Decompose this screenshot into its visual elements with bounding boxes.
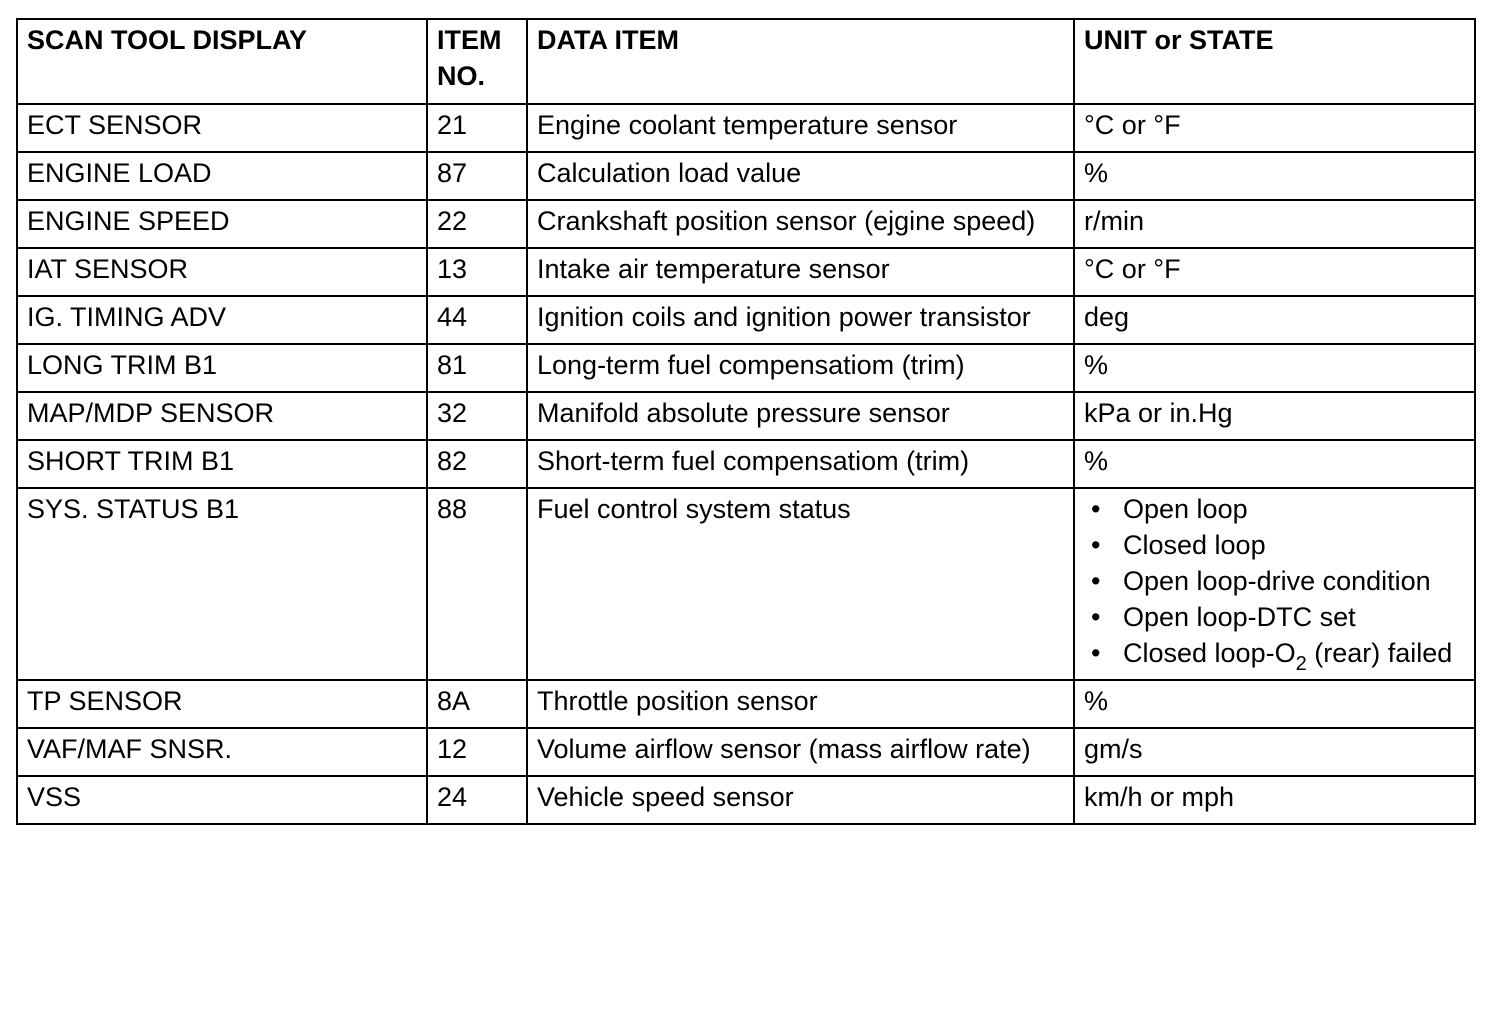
cell-item-no: 22 [427, 200, 527, 248]
cell-display: TP SENSOR [17, 680, 427, 728]
cell-display: VAF/MAF SNSR. [17, 728, 427, 776]
cell-unit: kPa or in.Hg [1074, 392, 1475, 440]
cell-data-item: Volume airflow sensor (mass airflow rate) [527, 728, 1074, 776]
state-suffix: (rear) failed [1306, 638, 1453, 668]
cell-unit: % [1074, 344, 1475, 392]
cell-display: MAP/MDP SENSOR [17, 392, 427, 440]
cell-unit: % [1074, 680, 1475, 728]
state-item: • Open loop [1123, 491, 1466, 527]
table-row [17, 728, 1475, 776]
cell-item-no: 24 [427, 776, 527, 824]
cell-display: ENGINE SPEED [17, 200, 427, 248]
cell-item-no: 12 [427, 728, 527, 776]
cell-display: SYS. STATUS B1 [17, 488, 427, 680]
cell-data-item: Short-term fuel compensatiom (trim) [527, 440, 1074, 488]
cell-display: ECT SENSOR [17, 104, 427, 152]
state-subscript: 2 [1295, 653, 1307, 675]
cell-unit: r/min [1074, 200, 1475, 248]
state-item [1123, 635, 1466, 675]
cell-unit: km/h or mph [1074, 776, 1475, 824]
header-scan-tool-display: SCAN TOOL DISPLAY [17, 19, 427, 104]
header-item-no-line2: NO. [437, 61, 486, 91]
cell-display: IAT SENSOR [17, 248, 427, 296]
cell-unit: % [1074, 152, 1475, 200]
cell-data-item: Manifold absolute pressure sensor [527, 392, 1074, 440]
state-item: • Open loop-drive condition [1123, 563, 1466, 599]
cell-data-item: Ignition coils and ignition power transistor [527, 296, 1074, 344]
cell-data-item: Fuel control system status [527, 488, 1074, 680]
cell-data-item: Throttle position sensor [527, 680, 1074, 728]
table-row [17, 104, 1475, 152]
table-row [17, 776, 1475, 824]
cell-unit: % [1074, 440, 1475, 488]
cell-data-item: Vehicle speed sensor [527, 776, 1074, 824]
cell-display: LONG TRIM B1 [17, 344, 427, 392]
cell-item-no: 32 [427, 392, 527, 440]
cell-item-no: 87 [427, 152, 527, 200]
table-row [17, 488, 1475, 680]
header-unit-or-state: UNIT or STATE [1074, 19, 1475, 104]
cell-display: IG. TIMING ADV [17, 296, 427, 344]
state-list [1084, 491, 1466, 675]
cell-unit: °C or °F [1074, 248, 1475, 296]
table-row [17, 248, 1475, 296]
state-item: • Closed loop [1123, 527, 1466, 563]
cell-item-no: 21 [427, 104, 527, 152]
cell-item-no: 81 [427, 344, 527, 392]
cell-unit: °C or °F [1074, 104, 1475, 152]
table-row [17, 200, 1475, 248]
table-header-row [17, 19, 1475, 104]
table-row [17, 344, 1475, 392]
table-row [17, 680, 1475, 728]
table-row [17, 392, 1475, 440]
table-row [17, 152, 1475, 200]
cell-data-item: Engine coolant temperature sensor [527, 104, 1074, 152]
cell-display: VSS [17, 776, 427, 824]
scan-tool-data-table [16, 18, 1476, 825]
table-row [17, 296, 1475, 344]
cell-display: SHORT TRIM B1 [17, 440, 427, 488]
cell-item-no: 44 [427, 296, 527, 344]
cell-states [1074, 488, 1475, 680]
header-item-no [427, 19, 527, 104]
cell-item-no: 13 [427, 248, 527, 296]
cell-unit: gm/s [1074, 728, 1475, 776]
state-prefix: Closed loop-O [1123, 638, 1296, 668]
cell-data-item: Calculation load value [527, 152, 1074, 200]
cell-data-item: Long-term fuel compensatiom (trim) [527, 344, 1074, 392]
cell-data-item: Crankshaft position sensor (ejgine speed) [527, 200, 1074, 248]
header-item-no-line1: ITEM [437, 25, 502, 55]
header-data-item: DATA ITEM [527, 19, 1074, 104]
cell-item-no: 88 [427, 488, 527, 680]
cell-unit: deg [1074, 296, 1475, 344]
cell-display: ENGINE LOAD [17, 152, 427, 200]
cell-data-item: Intake air temperature sensor [527, 248, 1074, 296]
cell-item-no: 8A [427, 680, 527, 728]
cell-item-no: 82 [427, 440, 527, 488]
table-row [17, 440, 1475, 488]
state-item: • Open loop-DTC set [1123, 599, 1466, 635]
